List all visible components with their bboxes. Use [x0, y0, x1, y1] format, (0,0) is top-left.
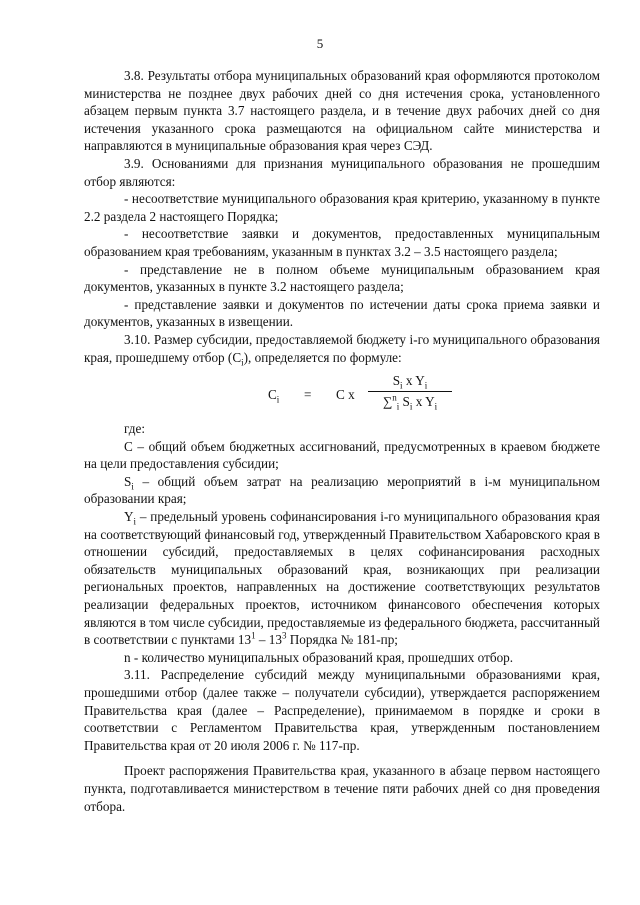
den-sum-sub: i: [396, 401, 400, 412]
list-item-requirements: - несоответствие заявки и документов, предоставленных муниципальным образованием края требованиям, указанным в пунктах 3.2 – 3.5 настоящего раздела;: [84, 226, 600, 259]
list-item-criterion: - несоответствие муниципального образования края критерию, указанному в пункте 2.2 раздела 2 настоящего Порядка;: [84, 191, 600, 224]
formula-fraction: [368, 372, 452, 410]
definition-y-mid: – 13: [255, 632, 282, 648]
definition-s-symbol: S: [124, 473, 132, 489]
definition-s: [84, 473, 600, 508]
document-body: [84, 67, 600, 815]
formula-c-times: C x: [336, 387, 355, 403]
den-sum-sign: ∑: [382, 393, 393, 409]
definition-y-sup2: 3: [281, 630, 287, 641]
formula-lhs: [268, 386, 279, 404]
formula-denominator: [368, 392, 452, 411]
list-item-late-submission: - представление заявки и документов по истечении даты срока приема заявки и документов, указанных в извещении.: [84, 296, 600, 330]
paragraph-3-10-text: 3.10. Размер субсидии, предоставляемой бюджету i-го муниципального образования края, прошедшему отбор (C: [84, 331, 600, 365]
definition-y-symbol: Y: [124, 509, 134, 525]
paragraph-draft-order: Проект распоряжения Правительства края, указанного в абзаце первом настоящего пункта, подготавливается министерством в течение пяти рабочих дней со дня проведения отбора.: [84, 763, 600, 814]
subsidy-formula: [84, 372, 600, 416]
definition-y-end: Порядка № 181-пр;: [286, 632, 398, 648]
list-item-incomplete-docs: - представление не в полном объеме муниципальным образованием края документов, указанных в пункте 3.2 настоящего раздела;: [84, 261, 600, 295]
definition-y: [84, 508, 600, 649]
paragraph-3-10-end: ), определяется по формуле:: [243, 349, 402, 365]
formula-equals: =: [304, 387, 312, 403]
num-s-sub: i: [400, 380, 403, 391]
definition-y-sup1: 1: [251, 630, 256, 641]
den-s-sub: i: [409, 401, 413, 412]
paragraph-3-10: [84, 331, 600, 366]
den-s: S: [399, 393, 410, 409]
num-s: S: [392, 373, 401, 389]
definition-y-text: – предельный уровень софинансирования i-го муниципального образования края на соответствующий финансовый год, утвержденный Правительством Хабаровского края в отношении субсидий, предоставляемых в целях софинансирования расходных обязательств муниципальных образований края, возникающих при реализации региональных проектов, направленных на достижение соответствующих результатов реализации федеральных проектов, источником финансового обеспечения которых являются в том числе субсидии, предоставляемые из федерального бюджета, рассчитанный в соответствии с пунктами 13: [84, 509, 600, 648]
definition-n: n - количество муниципальных образований края, прошедших отбор.: [124, 649, 514, 665]
den-sum-sup: n: [392, 392, 397, 403]
definition-c: C – общий объем бюджетных ассигнований, предусмотренных в краевом бюджете на цели предоставления субсидии;: [84, 438, 600, 472]
num-y-sub: i: [424, 380, 428, 391]
formula-lhs-sub: i: [276, 394, 280, 405]
formula-numerator: [368, 372, 452, 392]
den-y-sub: i: [434, 401, 438, 412]
paragraph-3-11: 3.11. Распределение субсидий между муниципальными образованиями края, прошедшими отбор (далее также – получатели субсидии), утверждается распоряжением Правительства края (далее – Распределение), принимаемом в порядке и сроки в соответствии с Регламентом Правительства края, утвержденным постановлением Правительства края от 20 июля 2006 г. № 117-пр.: [84, 667, 600, 753]
num-times-y: x Y: [402, 373, 425, 389]
paragraph-3-8: 3.8. Результаты отбора муниципальных образований края оформляются протоколом министерства не позднее двух рабочих дней со дня истечения срока, установленного абзацем первым пункта 3.7 настоящего раздела, и в течение двух рабочих дней со дня истечения указанного срока размещаются на официальном сайте министерства и направляются в муниципальные образования края через СЭД.: [84, 68, 600, 154]
where-label: где:: [124, 421, 145, 437]
den-times-y: x Y: [412, 393, 435, 409]
definition-s-sub: i: [131, 481, 134, 492]
definition-s-text: – общий объем затрат на реализацию мероприятий в i-м муниципальном образовании края;: [84, 473, 600, 507]
page-number: 5: [316, 36, 324, 51]
paragraph-3-10-sub: i: [241, 357, 244, 368]
definition-y-sub: i: [133, 516, 137, 527]
paragraph-3-9: 3.9. Основаниями для признания муниципального образования не прошедшим отбор являются:: [84, 155, 600, 189]
formula-lhs-symbol: C: [268, 387, 277, 403]
